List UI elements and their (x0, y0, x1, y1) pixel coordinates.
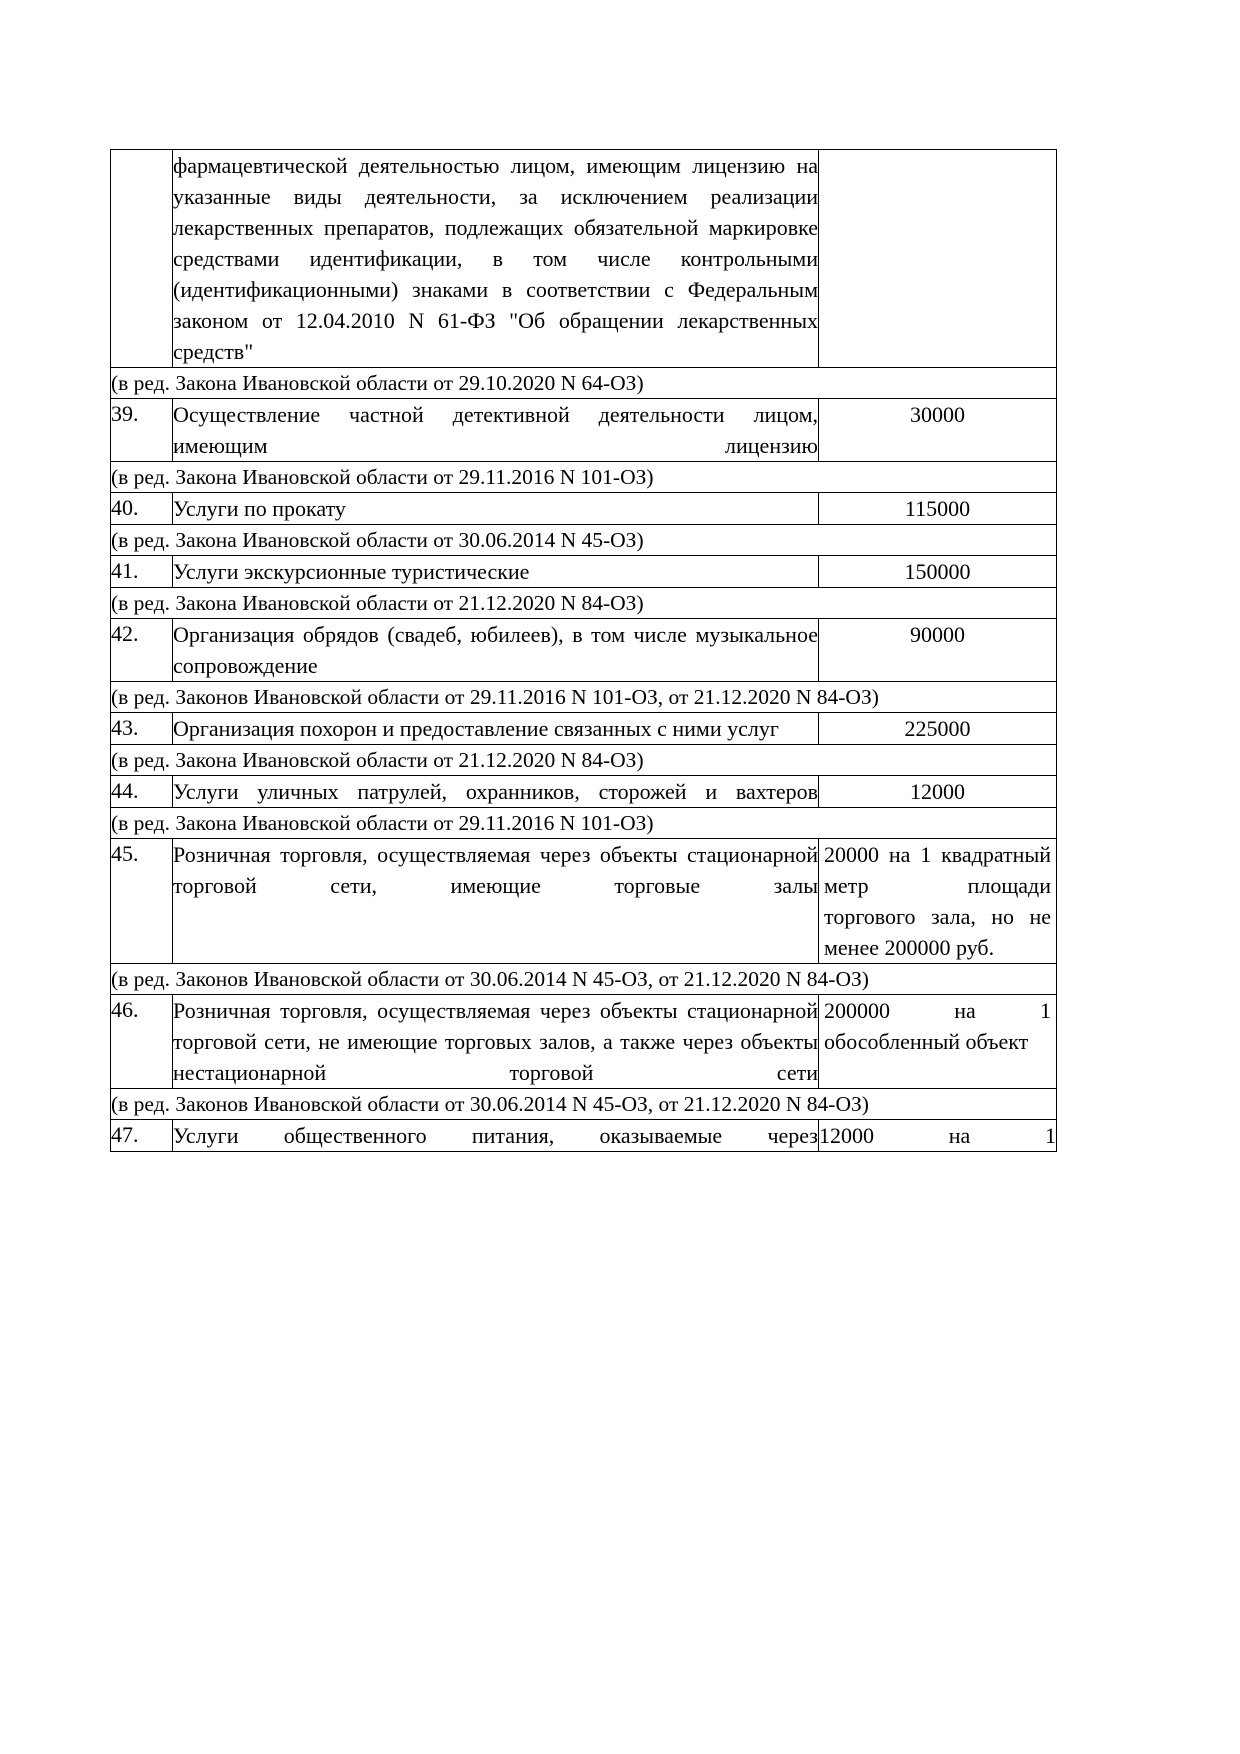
row-description: Услуги общественного питания, оказываемые через (173, 1120, 819, 1152)
amendment-note: (в ред. Закона Ивановской области от 29.11.2016 N 101-ОЗ) (111, 808, 1057, 839)
row-value (819, 150, 1057, 368)
row-description: Розничная торговля, осуществляемая через объекты стационарной торговой сети, имеющие торговые залы (173, 839, 819, 964)
amendment-note-row (111, 368, 1057, 399)
row-number: 44. (111, 776, 173, 808)
row-description: Организация обрядов (свадеб, юбилеев), в том числе музыкальное сопровождение (173, 619, 819, 682)
row-number: 42. (111, 619, 173, 682)
activity-rates-table (110, 149, 1057, 1152)
amendment-note: (в ред. Закона Ивановской области от 21.12.2020 N 84-ОЗ) (111, 745, 1057, 776)
amendment-note-row (111, 682, 1057, 713)
row-value: 225000 (819, 713, 1057, 745)
amendment-note: (в ред. Законов Ивановской области от 30.06.2014 N 45-ОЗ, от 21.12.2020 N 84-ОЗ) (111, 964, 1057, 995)
row-description: Осуществление частной детективной деятельности лицом, имеющим лицензию (173, 399, 819, 462)
row-number: 43. (111, 713, 173, 745)
row-value: 20000 на 1 квадратный метр площади торгового зала, но не менее 200000 руб. (819, 839, 1057, 964)
row-number: 45. (111, 839, 173, 964)
table-row (111, 619, 1057, 682)
table-row (111, 150, 1057, 368)
amendment-note-row (111, 745, 1057, 776)
amendment-note: (в ред. Закона Ивановской области от 29.10.2020 N 64-ОЗ) (111, 368, 1057, 399)
amendment-note-row (111, 808, 1057, 839)
amendment-note-row (111, 1089, 1057, 1120)
row-number: 41. (111, 556, 173, 588)
row-value: 200000 на 1 обособленный объект (819, 995, 1057, 1089)
row-value: 150000 (819, 556, 1057, 588)
row-description: Услуги по прокату (173, 493, 819, 525)
amendment-note-row (111, 462, 1057, 493)
table-row (111, 556, 1057, 588)
amendment-note: (в ред. Закона Ивановской области от 30.06.2014 N 45-ОЗ) (111, 525, 1057, 556)
table-row (111, 995, 1057, 1089)
amendment-note: (в ред. Законов Ивановской области от 30.06.2014 N 45-ОЗ, от 21.12.2020 N 84-ОЗ) (111, 1089, 1057, 1120)
amendment-note-row (111, 964, 1057, 995)
amendment-note: (в ред. Закона Ивановской области от 29.11.2016 N 101-ОЗ) (111, 462, 1057, 493)
table-row (111, 1120, 1057, 1152)
table-row (111, 493, 1057, 525)
row-value: 12000 на 1 (819, 1120, 1057, 1152)
row-value: 12000 (819, 776, 1057, 808)
row-number (111, 150, 173, 368)
amendment-note: (в ред. Закона Ивановской области от 21.12.2020 N 84-ОЗ) (111, 588, 1057, 619)
row-value: 90000 (819, 619, 1057, 682)
table-row (111, 839, 1057, 964)
row-number: 39. (111, 399, 173, 462)
row-description: фармацевтической деятельностью лицом, имеющим лицензию на указанные виды деятельности, за исключением реализации лекарственных препаратов, подлежащих обязательной маркировке средствами идентификации, в том числе контрольными (идентификационными) знаками в соответствии с Федеральным законом от 12.04.2010 N 61-ФЗ "Об обращении лекарственных средств" (173, 150, 819, 368)
row-number: 40. (111, 493, 173, 525)
amendment-note-row (111, 525, 1057, 556)
table-row (111, 399, 1057, 462)
row-description: Организация похорон и предоставление связанных с ними услуг (173, 713, 819, 745)
table-row (111, 776, 1057, 808)
amendment-note: (в ред. Законов Ивановской области от 29.11.2016 N 101-ОЗ, от 21.12.2020 N 84-ОЗ) (111, 682, 1057, 713)
row-value: 115000 (819, 493, 1057, 525)
row-value: 30000 (819, 399, 1057, 462)
row-number: 47. (111, 1120, 173, 1152)
row-number: 46. (111, 995, 173, 1089)
table-row (111, 713, 1057, 745)
row-description: Услуги экскурсионные туристические (173, 556, 819, 588)
table-body (111, 150, 1057, 1152)
row-description: Услуги уличных патрулей, охранников, сторожей и вахтеров (173, 776, 819, 808)
row-description: Розничная торговля, осуществляемая через объекты стационарной торговой сети, не имеющие торговых залов, а также через объекты нестационарной торговой сети (173, 995, 819, 1089)
amendment-note-row (111, 588, 1057, 619)
